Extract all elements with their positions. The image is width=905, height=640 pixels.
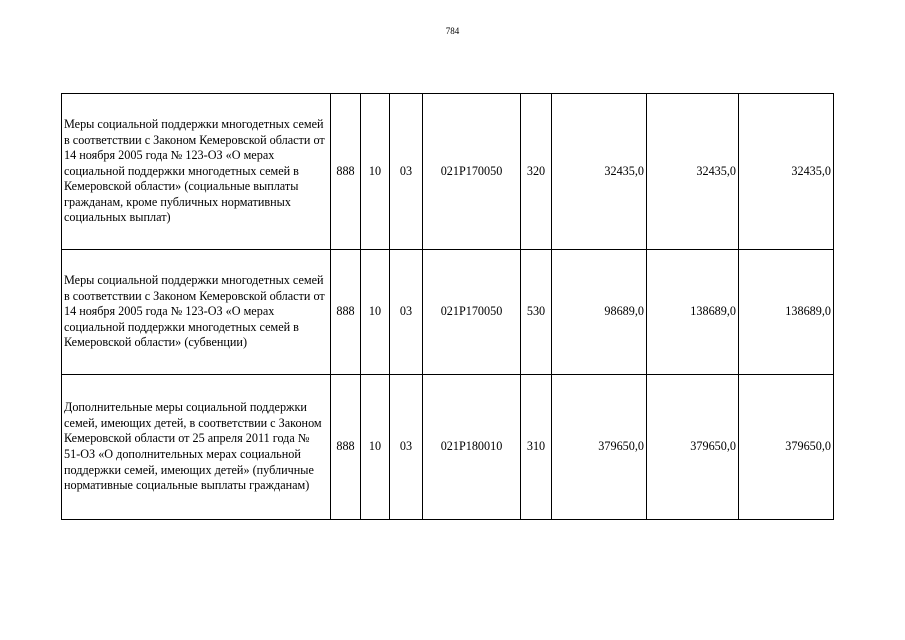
amount-2: 32435,0 — [647, 94, 739, 250]
section-code: 10 — [361, 250, 390, 375]
section-code: 10 — [361, 94, 390, 250]
row-description: Дополнительные меры социальной поддержки семей, имеющих детей, в соответствии с Законом Кемеровской области от 25 апреля 2011 года № 51-ОЗ «О дополнительных мерах социальной поддержки семей, имеющих детей» (публичные нормативные социальные выплаты гражданам) — [62, 375, 331, 520]
ministry-code: 888 — [331, 94, 361, 250]
amount-1: 98689,0 — [552, 250, 647, 375]
ministry-code: 888 — [331, 375, 361, 520]
amount-1: 379650,0 — [552, 375, 647, 520]
amount-1: 32435,0 — [552, 94, 647, 250]
expense-type-code: 310 — [521, 375, 552, 520]
target-article-code: 021P170050 — [423, 94, 521, 250]
target-article-code: 021P180010 — [423, 375, 521, 520]
ministry-code: 888 — [331, 250, 361, 375]
subsection-code: 03 — [390, 94, 423, 250]
target-article-code: 021P170050 — [423, 250, 521, 375]
section-code: 10 — [361, 375, 390, 520]
row-description: Меры социальной поддержки многодетных семей в соответствии с Законом Кемеровской области от 14 ноября 2005 года № 123-ОЗ «О мерах социальной поддержки многодетных семей в Кемеровской области» (социальные выплаты гражданам, кроме публичных нормативных социальных выплат) — [62, 94, 331, 250]
row-description: Меры социальной поддержки многодетных семей в соответствии с Законом Кемеровской области от 14 ноября 2005 года № 123-ОЗ «О мерах социальной поддержки многодетных семей в Кемеровской области» (субвенции) — [62, 250, 331, 375]
amount-3: 138689,0 — [739, 250, 834, 375]
budget-table — [61, 93, 834, 520]
expense-type-code: 320 — [521, 94, 552, 250]
amount-2: 138689,0 — [647, 250, 739, 375]
table-row — [62, 250, 834, 375]
table-row — [62, 94, 834, 250]
amount-3: 32435,0 — [739, 94, 834, 250]
page-number: 784 — [445, 26, 460, 36]
subsection-code: 03 — [390, 375, 423, 520]
amount-3: 379650,0 — [739, 375, 834, 520]
table-row — [62, 375, 834, 520]
amount-2: 379650,0 — [647, 375, 739, 520]
subsection-code: 03 — [390, 250, 423, 375]
expense-type-code: 530 — [521, 250, 552, 375]
